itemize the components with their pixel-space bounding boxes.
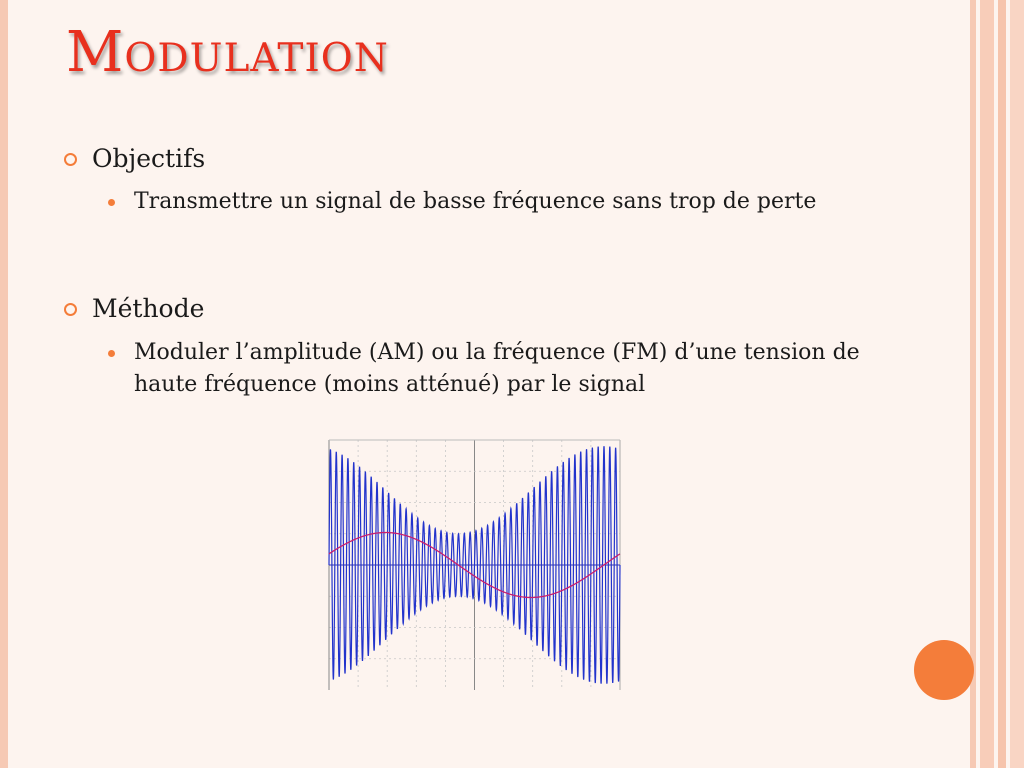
slide-frame-right [970,0,1024,768]
decorative-circle [914,640,974,700]
dot-bullet-icon [108,350,115,357]
slide-frame-left [0,0,8,768]
am-modulation-plot [324,434,624,694]
dot-bullet-icon [108,199,115,206]
section-methode [64,294,204,323]
ring-bullet-icon [64,153,77,166]
ring-bullet-icon [64,303,77,316]
section-heading: Objectifs [92,144,206,173]
list-item [108,186,908,218]
section-heading: Méthode [92,294,205,323]
slide-title: Modulation [66,20,389,85]
list-item [108,337,908,401]
list-item-text: Transmettre un signal de basse fréquence sans trop de perte [134,189,817,214]
section-objectifs [64,144,205,173]
list-item-text: Moduler l’amplitude (AM) ou la fréquence (FM) d’une tension de haute fréquence (moins atténué) par le signal [134,340,860,397]
